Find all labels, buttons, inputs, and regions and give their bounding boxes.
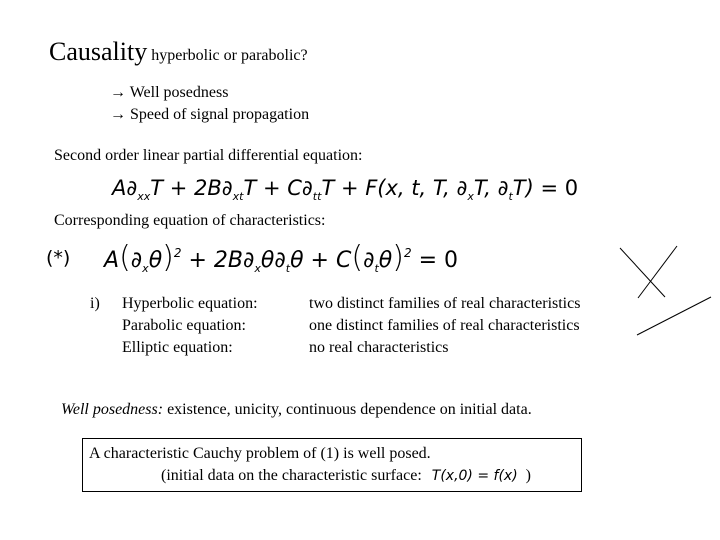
box-line-2-suffix: ) [525, 467, 531, 484]
crossed-lines-drawing [615, 240, 715, 340]
slide-title [49, 37, 308, 67]
title-subtitle: hyperbolic or parabolic? [151, 47, 308, 64]
characteristics-heading: Corresponding equation of characteristics: [54, 212, 326, 229]
initial-data-formula: T(x,0) = f(x) [431, 468, 518, 484]
elliptic-description: no real characteristics [309, 339, 449, 356]
line-2 [638, 246, 677, 298]
well-posedness-text: existence, unicity, continuous dependence on initial data. [167, 401, 532, 418]
bullet-text: Speed of signal propagation [130, 106, 310, 123]
pde-heading: Second order linear partial differential equation: [54, 147, 363, 164]
line-3 [637, 297, 711, 335]
bullet-item-1 [110, 84, 228, 102]
equation-label: (*) [46, 247, 71, 269]
box-line-2-prefix: (initial data on the characteristic surface: [161, 467, 422, 484]
title-main: Causality [49, 37, 148, 66]
bullet-text: Well posedness [129, 84, 229, 101]
hyperbolic-label: Hyperbolic equation: [122, 295, 258, 312]
characteristics-equation: $A(\partial_x\theta)^2 + 2B\partial_x\theta\partial_t\theta + C(\partial_t\theta)^2 = 0$ [104, 240, 459, 275]
well-posedness-definition [61, 401, 532, 419]
hyperbolic-description: two distinct families of real characteristics [309, 295, 581, 312]
elliptic-label: Elliptic equation: [122, 339, 233, 356]
box-line-2 [161, 467, 531, 485]
arrow-icon: → [110, 84, 126, 101]
line-1 [620, 248, 665, 297]
bullet-item-2 [110, 106, 309, 124]
parabolic-label: Parabolic equation: [122, 317, 246, 334]
box-line-1: A characteristic Cauchy problem of (1) is well posed. [89, 445, 431, 462]
arrow-icon: → [110, 106, 126, 123]
pde-equation: $A\partial_{xx}T + 2B\partial_{xt}T + C\partial_{tt}T + F(x$, t, T, $\partial_xT$, $\partial_tT) = 0$ [112, 176, 579, 203]
classification-marker: i) [90, 295, 100, 312]
well-posedness-term: Well posedness: [61, 401, 164, 418]
parabolic-description: one distinct families of real characteristics [309, 317, 580, 334]
